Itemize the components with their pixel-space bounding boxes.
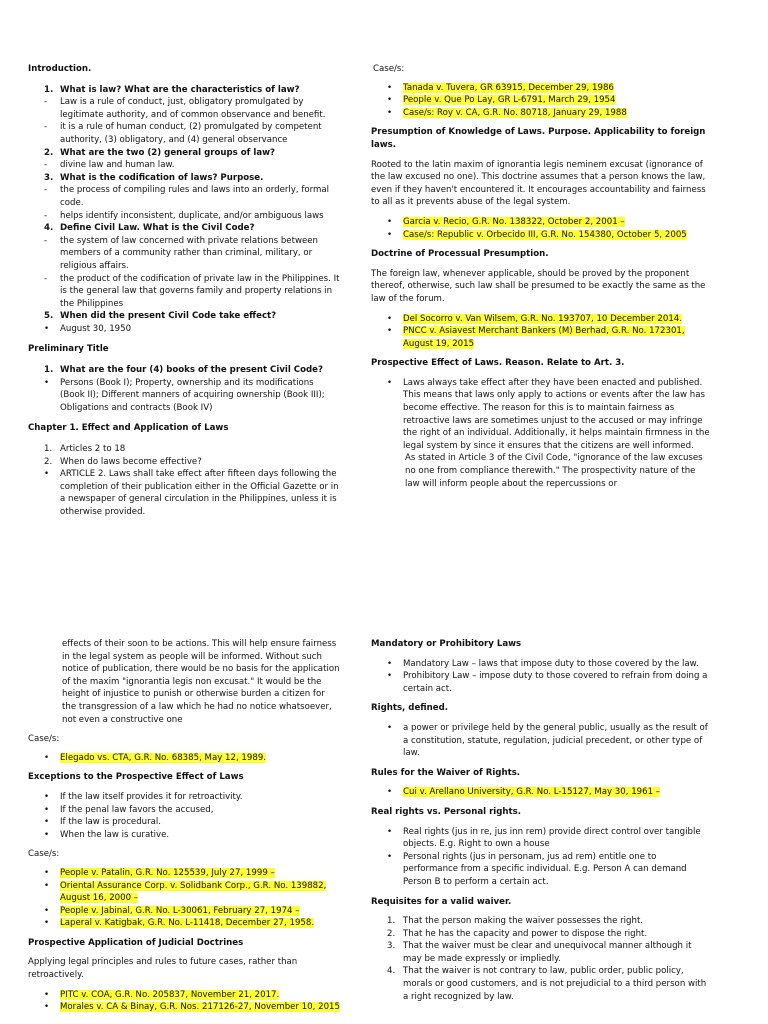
question-2: 2. What are the two (2) general groups of law? <box>44 147 276 158</box>
answer-dash: - the product of the codification of private law in the Philippines. It is the general law that governs family and property relations in the Philippines <box>44 273 340 309</box>
case-item: • Tanada v. Tuvera, GR 63915, December 29, 1986 <box>371 82 711 95</box>
processual-paragraph: The foreign law, whenever applicable, should be proved by the proponent thereof, otherwise, such law shall be presumed to be exactly the same as the law of the forum. <box>371 268 706 304</box>
case-item: • Case/s: Roy v. CA, G.R. No. 80718, January 29, 1988 <box>371 107 711 120</box>
chapter-item-2: 2. When do laws become effective? <box>44 456 202 467</box>
preliminary-title-heading: Preliminary Title <box>28 344 109 355</box>
case-item: • Case/s: Republic v. Orbecido III, G.R. No. 154380, October 5, 2005 <box>371 229 711 242</box>
exception-item: • If the law itself provides it for retroactivity. <box>28 791 340 804</box>
case-item: • Cui v. Arellano University, G.R. No. L-15127, May 30, 1961 – <box>371 786 711 799</box>
answer-dash: - helps identify inconsistent, duplicate, and/or ambiguous laws <box>44 210 324 221</box>
case-item: • Del Socorro v. Van Wilsem, G.R. No. 193707, 10 December 2014. <box>371 313 711 326</box>
case-item: • PITC v. COA, G.R. No. 205837, November 21, 2017. <box>28 989 340 1002</box>
exception-item: • When the law is curative. <box>28 829 340 842</box>
real-rights-heading: Real rights vs. Personal rights. <box>371 806 522 817</box>
prospective-heading: Prospective Effect of Laws. Reason. Relate to Art. 3. <box>371 358 625 369</box>
answer-dash: - divine law and human law. <box>44 160 175 171</box>
rights-heading: Rights, defined. <box>371 703 449 714</box>
requisite-item: 4. That the waiver is not contrary to law, public order, public policy, morals or good customers, and is not prejudicial to a third person with a right recognized by law. <box>387 966 707 1002</box>
presumption-paragraph: Rooted to the latin maxim of ignorantia legis neminem excusat (ignorance of the law excused no one). This doctrine assumes that a person knows the law, even if they haven't encountered it. It encourages accountability and fairness to all as it prevents abuse of the legal system. <box>371 159 706 208</box>
judicial-paragraph: Applying legal principles and rules to future cases, rather than retroactively. <box>28 957 298 981</box>
prospective-continuation: As stated in Article 3 of the Civil Code, "ignorance of the law excuses no one from compliance therewith." The prospectivity nature of the law will inform people about the repercussions or <box>405 453 703 489</box>
case-item: • Laperal v. Katigbak, G.R. No. L-11418, December 27, 1958. <box>28 917 340 930</box>
intro-heading: Introduction. <box>28 64 92 74</box>
case-item: • People v. Jabinal, G.R. No. L-30061, February 27, 1974 – <box>28 905 340 918</box>
answer-dash: - it is a rule of human conduct, (2) promulgated by competent authority, (3) obligatory, and (4) general observance <box>44 122 322 145</box>
answer-bullet: • ARTICLE 2. Laws shall take effect after fifteen days following the completion of their publication either in the Official Gazette or in a newspaper of general circulation in the Philippines, unless it is otherwise provided. <box>28 468 340 518</box>
answer-dash: - the system of law concerned with private relations between members of a community rather than criminal, military, or religious affairs. <box>44 235 319 271</box>
case-item: • People v. Que Po Lay, GR L-6791, March 29, 1954 <box>371 94 711 107</box>
cases-label: Case/s: <box>28 734 60 745</box>
real-rights-item: • Real rights (jus in re, jus inn rem) provide direct control over tangible objects. E.g. Right to own a house <box>371 826 711 851</box>
answer-dash: - the process of compiling rules and laws into an orderly, formal code. <box>44 185 330 208</box>
requisites-heading: Requisites for a valid waiver. <box>371 896 512 907</box>
case-item: • PNCC v. Asiavest Merchant Bankers (M) Berhad, G.R. No. 172301, August 19, 2015 <box>371 325 711 350</box>
case-item: • Elegado vs. CTA, G.R. No. 68385, May 12, 1989. <box>28 752 340 765</box>
question-1: 1. What is law? What are the characteristics of law? <box>44 84 300 95</box>
exceptions-heading: Exceptions to the Prospective Effect of Laws <box>28 772 244 783</box>
case-item: • Oriental Assurance Corp. v. Solidbank Corp., G.R. No. 139882, August 16, 2000 – <box>28 880 340 905</box>
requisite-item: 1. That the person making the waiver possesses the right. <box>387 916 644 927</box>
case-item: • Garcia v. Recio, G.R. No. 138322, October 2, 2001 – <box>371 216 711 229</box>
case-item: • People v. Patalin, G.R. No. 125539, July 27, 1999 – <box>28 867 340 880</box>
rights-item: • a power or privilege held by the general public, usually as the result of a constitution, statute, regulation, judicial precedent, or other type of law. <box>371 722 711 760</box>
cases-label: Case/s: <box>28 849 60 860</box>
mandatory-item: • Prohibitory Law – impose duty to those covered to refrain from doing a certain act. <box>371 670 711 695</box>
answer-bullet: • Persons (Book I); Property, ownership and its modifications (Book II); Different manners of acquiring ownership (Book III); Obligations and contracts (Book IV) <box>28 377 340 415</box>
answer-dash: - Law is a rule of conduct, just, obligatory promulgated by legitimate authority, and of common observance and benefit. <box>44 97 326 120</box>
waiver-heading: Rules for the Waiver of Rights. <box>371 767 521 778</box>
processual-heading: Doctrine of Processual Presumption. <box>371 249 549 260</box>
right-top-column <box>371 63 711 490</box>
requisite-item: 2. That he has the capacity and power to dispose the right. <box>387 928 648 939</box>
answer-bullet: • August 30, 1950 <box>28 323 340 336</box>
question-4: 4. Define Civil Law. What is the Civil Code? <box>44 223 255 234</box>
judicial-heading: Prospective Application of Judicial Doctrines <box>28 937 244 948</box>
case-item: • Morales v. CA & Binay, G.R. Nos. 217126-27, November 10, 2015 <box>28 1001 340 1014</box>
exception-item: • If the penal law favors the accused, <box>28 804 340 817</box>
left-bottom-column <box>28 638 340 1014</box>
requisite-item: 3. That the waiver must be clear and unequivocal manner although it may be made expressly or impliedly. <box>387 941 692 964</box>
question-5: 5. When did the present Civil Code take effect? <box>44 311 277 322</box>
question-3: 3. What is the codification of laws? Purpose. <box>44 172 264 183</box>
mandatory-heading: Mandatory or Prohibitory Laws <box>371 639 522 649</box>
chapter-1-heading: Chapter 1. Effect and Application of Laws <box>28 423 229 434</box>
chapter-item-1: 1. Articles 2 to 18 <box>44 444 126 455</box>
real-rights-item: • Personal rights (jus in personam, jus ad rem) entitle one to performance from a specific individual. E.g. Person A can demand Person B to perform a certain act. <box>371 851 711 889</box>
exception-item: • If the law is procedural. <box>28 816 340 829</box>
right-bottom-column <box>371 638 711 1003</box>
prospective-bullet: • Laws always take effect after they have been enacted and published. This means that laws only apply to actions or events after the law has become effective. The reason for this is to maintain fairness as retroactive laws are sometimes unjust to the accused or may infringe the right of an individual. Additionally, it helps maintain firmness in the legal system by since it ensures that the citizens are well informed. <box>371 377 711 453</box>
left-top-column <box>28 63 340 519</box>
prelim-question-1: 1. What are the four (4) books of the present Civil Code? <box>44 365 323 376</box>
prospective-continuation-text: effects of their soon to be actions. This will help ensure fairness in the legal system as people will be informed. Without such notice of publication, there would be no basis for the application of the maxim "ignorantia legis non excusat." It would be the height of injustice to punish or otherwise burden a citizen for the transgression of a law which he had no notice whatsoever, not even a constructive one <box>62 639 340 725</box>
cases-label: Case/s: <box>373 64 405 74</box>
mandatory-item: • Mandatory Law – laws that impose duty to those covered by the law. <box>371 658 711 671</box>
presumption-heading: Presumption of Knowledge of Laws. Purpose. Applicability to foreign laws. <box>371 127 706 150</box>
